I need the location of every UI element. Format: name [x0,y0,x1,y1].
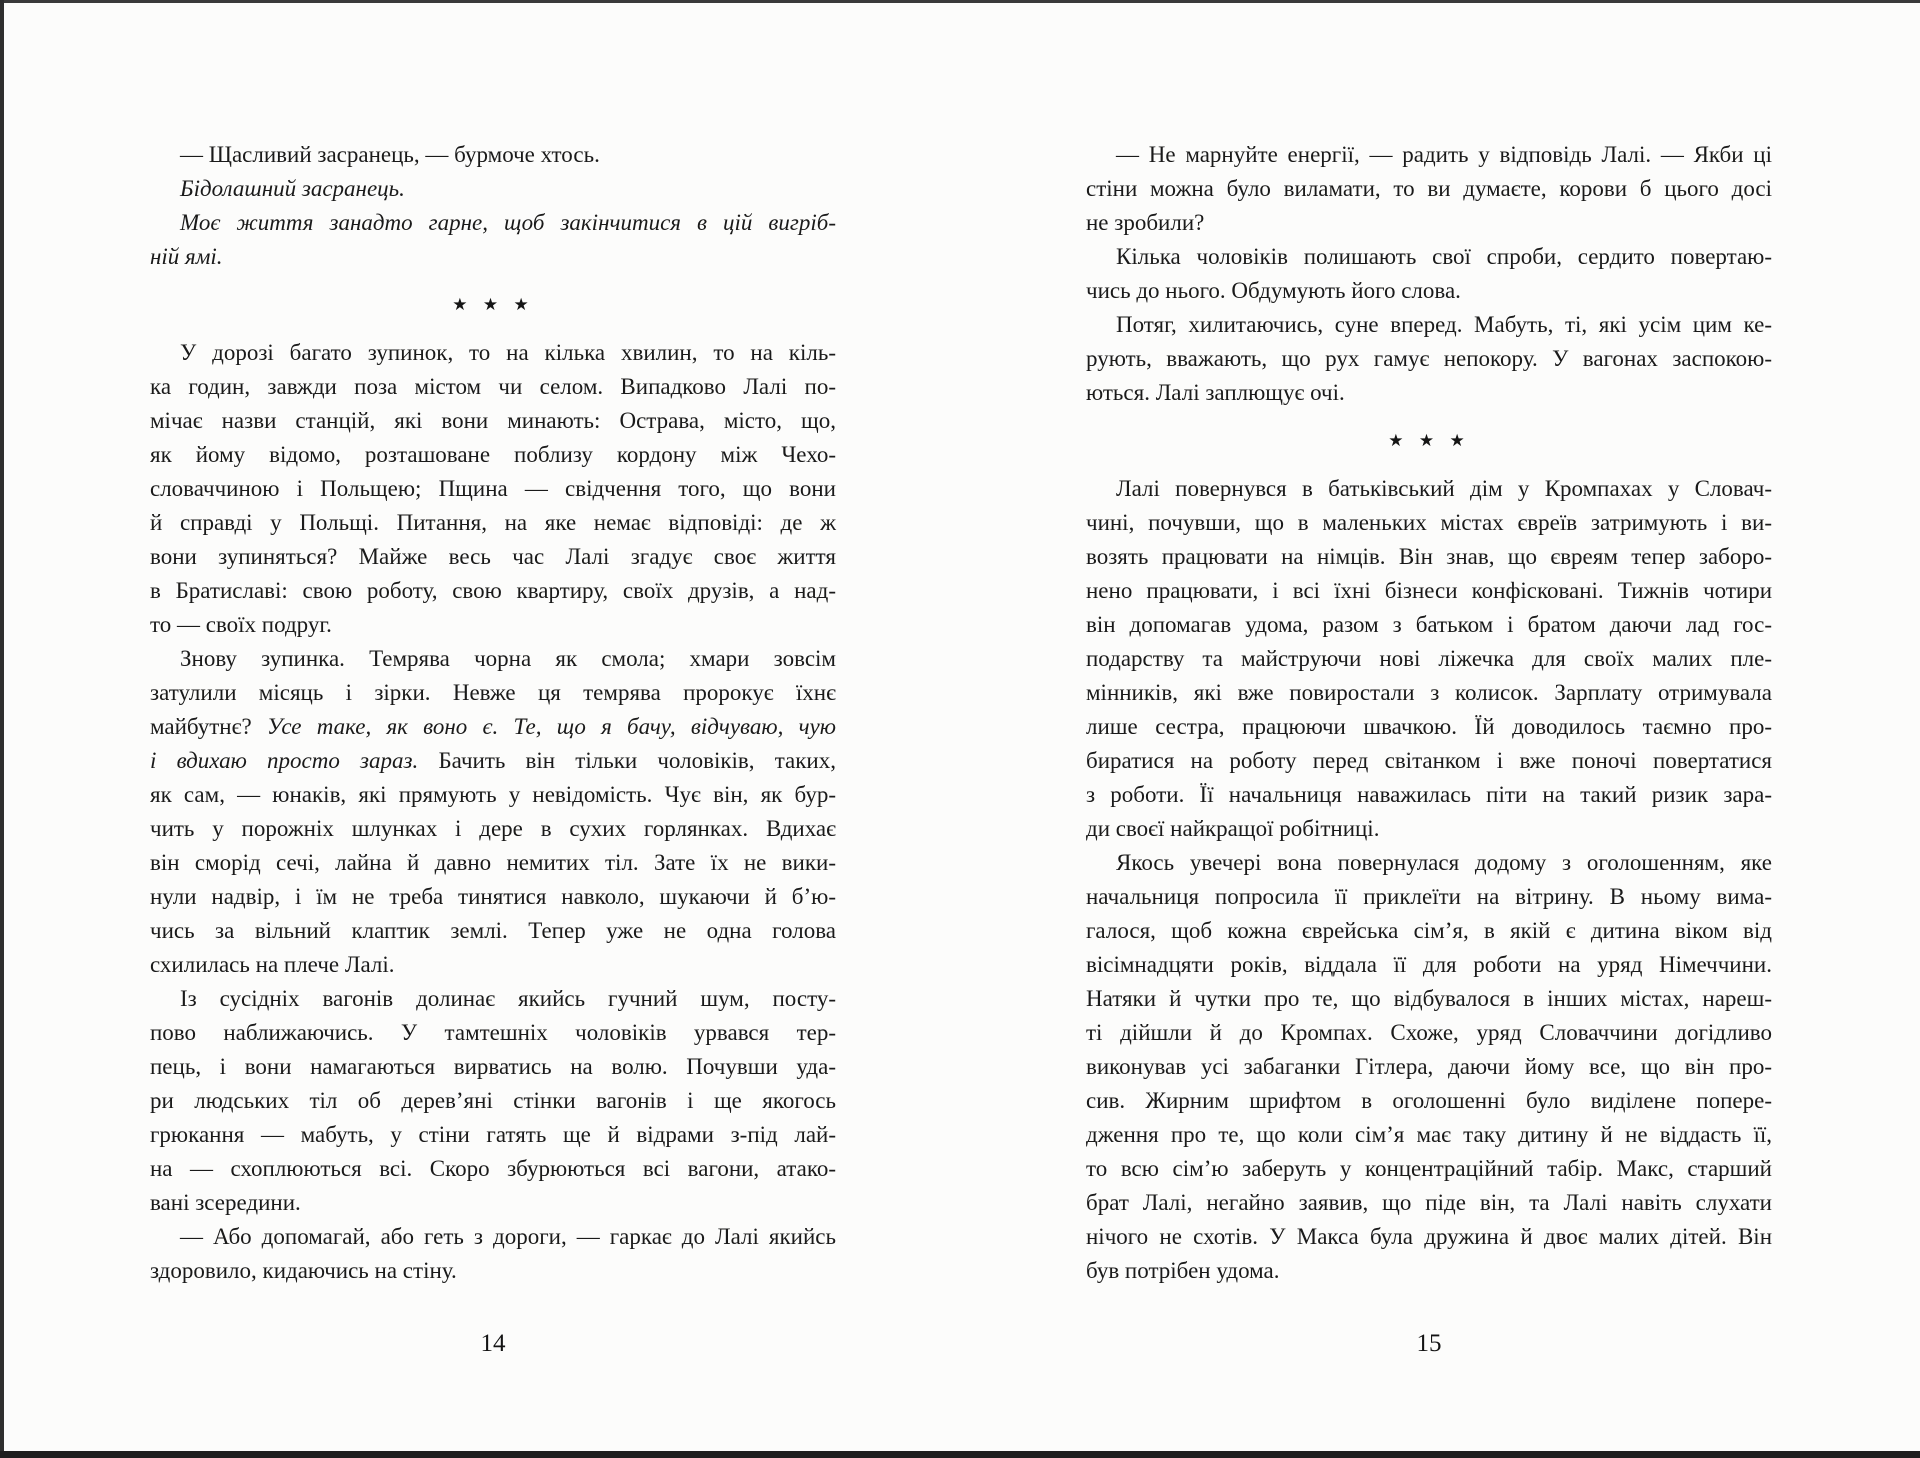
text-line [150,812,836,846]
text-segment: він сморід сечі, лайна й давно немитих тіл. Зате їх не вики- [150,850,836,875]
text-segment: Бачить він тільки чоловіків, таких, [418,748,836,773]
text-segment: чись за вільний клаптик землі. Тепер уже не одна голова [150,918,836,943]
text-line [150,240,836,274]
text-line [150,506,836,540]
text-line [1086,574,1772,608]
text-line [1086,1186,1772,1220]
text-segment: майбутнє? [150,714,267,739]
text-segment: він допомагав удома, разом з батьком і братом даючи лад гос- [1086,612,1772,637]
text-line [150,1016,836,1050]
text-line [150,1186,836,1220]
italic-text-segment: ній ямі. [150,244,223,269]
text-line [1086,240,1772,274]
page-number-left: 14 [480,1330,506,1357]
text-line [150,574,836,608]
text-segment: Потяг, хилитаючись, суне вперед. Мабуть, ті, які усім цим ке- [1116,312,1772,337]
text-segment: стіни можна було виламати, то ви думаєте, корови б цього досі [1086,176,1772,201]
text-segment: чись до нього. Обдумують його слова. [1086,278,1461,303]
text-segment: Якось увечері вона повернулася додому з оголошенням, яке [1116,850,1772,875]
text-segment: — Не марнуйте енергії, — радить у відповідь Лалі. — Якби ці [1116,142,1772,167]
italic-text-segment: Усе таке, як воно є. Те, що я бачу, відчуваю, чую [266,714,836,739]
text-segment: затулили місяць і зірки. Невже ця темрява пророкує їхнє [150,680,836,705]
text-line [150,1254,836,1288]
text-line [1086,778,1772,812]
text-segment: пово наближаючись. У тамтешніх чоловіків урвався тер- [150,1020,836,1045]
text-line [1086,1254,1772,1288]
text-line [1086,914,1772,948]
scan-border-top [0,0,1920,3]
text-segment: й справді у Польщі. Питання, на яке немає відповіді: де ж [150,510,836,535]
text-segment: ті дійшли й до Кромпах. Схоже, уряд Словаччини догідливо [1086,1020,1772,1045]
text-line [150,172,836,206]
section-separator: ★ ★ ★ [452,295,534,315]
text-segment: в Братиславі: свою роботу, свою квартиру, своїх друзів, а над- [150,578,836,603]
text-segment: на — схоплюються всі. Скоро збурюються всі вагони, атако- [150,1156,836,1181]
text-line [150,540,836,574]
text-line [150,608,836,642]
text-segment: вони зупиняться? Майже весь час Лалі згадує своє життя [150,544,836,569]
text-line [150,404,836,438]
scan-border-left [0,0,4,1458]
text-segment: мічає назви станцій, які вони минають: Острава, місто, що, [150,408,836,433]
italic-text-segment: і вдихаю просто зараз. [150,748,419,773]
paragraph [1086,846,1772,1288]
paragraph [1086,240,1772,308]
text-line [150,982,836,1016]
paragraph [150,206,836,274]
text-line [1086,342,1772,376]
text-segment: мінників, які вже повиростали з колисок. Зарплату отримувала [1086,680,1772,705]
text-line [150,1220,836,1254]
text-line [1086,472,1772,506]
text-segment: виконував усі забаганки Гітлера, даючи йому все, що він про- [1086,1054,1772,1079]
text-line [1086,376,1772,410]
text-line [150,438,836,472]
italic-text-segment: Моє життя занадто гарне, щоб закінчитися в цій вигріб- [180,210,836,235]
text-segment: то — своїх подруг. [150,612,332,637]
text-line [1086,608,1772,642]
text-segment: не зробили? [1086,210,1205,235]
text-line [1086,206,1772,240]
paragraph [1086,472,1772,846]
text-segment: возять працювати на німців. Він знав, що євреям тепер заборо- [1086,544,1772,569]
paragraph [150,336,836,642]
book-page-right [1086,138,1772,1288]
text-segment: дження про те, що коли сім’я має таку дитину й не віддасть її, [1086,1122,1772,1147]
text-segment: Лалі повернувся в батьківський дім у Кромпахах у Словач- [1116,476,1772,501]
book-page-left [150,138,836,1288]
text-segment: схилилась на плече Лалі. [150,952,395,977]
text-segment: як йому відомо, розташоване поблизу кордону між Чехо- [150,442,836,467]
page-number-right: 15 [1416,1330,1442,1357]
text-segment: нічого не схотів. У Макса була дружина й двоє малих дітей. Він [1086,1224,1772,1249]
text-line [1086,1050,1772,1084]
text-line [150,642,836,676]
text-line [1086,880,1772,914]
text-segment: був потрібен удома. [1086,1258,1280,1283]
text-line [1086,274,1772,308]
text-line [1086,710,1772,744]
text-line [150,710,836,744]
text-line [150,138,836,172]
text-line [1086,308,1772,342]
text-segment: — Або допомагай, або геть з дороги, — гаркає до Лалі якийсь [180,1224,836,1249]
text-segment: нено працювати, і всі їхні бізнеси конфісковані. Тижнів чотири [1086,578,1772,603]
paragraph [150,172,836,206]
text-segment: ка годин, завжди поза містом чи селом. Випадково Лалі по- [150,374,836,399]
text-segment: ри людських тіл об дерев’яні стінки вагонів і ще якогось [150,1088,836,1113]
text-segment: лише сестра, працюючи швачкою. Їй доводилось таємно про- [1086,714,1772,739]
text-line [150,1152,836,1186]
text-segment: як сам, — юнаків, які прямують у невідомість. Чує він, як бур- [150,782,836,807]
text-segment: вісімнадцяти років, віддала її для роботи на уряд Німеччини. [1086,952,1772,977]
text-segment: Із сусідніх вагонів долинає якийсь гучний шум, посту- [180,986,836,1011]
paragraph [150,982,836,1220]
text-segment: вані зсередини. [150,1190,301,1215]
paragraph [150,138,836,172]
text-line [1086,540,1772,574]
text-line [150,370,836,404]
text-segment: словаччиною і Польщею; Пщина — свідчення того, що вони [150,476,836,501]
text-line [1086,812,1772,846]
text-line [1086,506,1772,540]
text-line [150,676,836,710]
text-line [1086,744,1772,778]
text-segment: брат Лалі, негайно заявив, що піде він, та Лалі навіть слухати [1086,1190,1772,1215]
text-segment: У дорозі багато зупинок, то на кілька хвилин, то на кіль- [180,340,836,365]
text-line [150,778,836,812]
text-line [150,1084,836,1118]
text-line [150,1050,836,1084]
text-segment: галося, щоб кожна єврейська сім’я, в якій є дитина віком від [1086,918,1772,943]
text-segment: сив. Жирним шрифтом в оголошенні було виділене попере- [1086,1088,1772,1113]
text-line [1086,1084,1772,1118]
text-line [1086,1152,1772,1186]
paragraph [1086,308,1772,410]
text-segment: пець, і вони намагаються вирватись на волю. Почувши уда- [150,1054,836,1079]
text-segment: ди своєї найкращої робітниці. [1086,816,1380,841]
text-segment: Натяки й чутки про те, що відбувалося в інших містах, нареш- [1086,986,1772,1011]
text-segment: рують, вважають, що рух гамує непокору. У вагонах заспокою- [1086,346,1772,371]
text-segment: — Щасливий засранець, — бурмоче хтось. [180,142,600,167]
scan-border-bottom [0,1451,1920,1458]
text-segment: здоровило, кидаючись на стіну. [150,1258,457,1283]
text-segment: биратися на роботу перед світанком і вже поночі повертатися [1086,748,1772,773]
text-segment: Кілька чоловіків полишають свої спроби, сердито повертаю- [1116,244,1772,269]
text-line [1086,846,1772,880]
text-line [150,948,836,982]
text-line [150,846,836,880]
text-line [1086,172,1772,206]
text-line [1086,138,1772,172]
text-segment: то всю сім’ю заберуть у концентраційний табір. Макс, старший [1086,1156,1772,1181]
text-line [1086,676,1772,710]
paragraph [150,642,836,982]
text-line [1086,982,1772,1016]
text-line [150,744,836,778]
text-segment: з роботи. Її начальниця наважилась піти на такий ризик зара- [1086,782,1772,807]
text-line [1086,1220,1772,1254]
text-line [150,1118,836,1152]
text-line [150,914,836,948]
text-line [150,880,836,914]
text-segment: чині, почувши, що в маленьких містах євреїв затримують і ви- [1086,510,1772,535]
text-line [1086,1016,1772,1050]
paragraph [150,1220,836,1288]
section-separator: ★ ★ ★ [1388,431,1470,451]
italic-text-segment: Бідолашний засранець. [180,176,405,201]
text-segment: чить у порожніх шлунках і дере в сухих горлянках. Вдихає [150,816,836,841]
text-line [1086,1118,1772,1152]
text-line [150,472,836,506]
text-segment: подарству та майструючи нові ліжечка для своїх малих пле- [1086,646,1772,671]
text-segment: Знову зупинка. Темрява чорна як смола; хмари зовсім [180,646,836,671]
text-segment: начальниця попросила її приклеїти на вітрину. В ньому вима- [1086,884,1772,909]
text-segment: ються. Лалі заплющує очі. [1086,380,1345,405]
paragraph [1086,138,1772,240]
text-line [150,336,836,370]
text-line [1086,948,1772,982]
text-segment: нули надвір, і їм не треба тинятися навколо, шукаючи й б’ю- [150,884,836,909]
text-line [1086,642,1772,676]
text-line [150,206,836,240]
text-segment: грюкання — мабуть, у стіни гатять ще й відрами з-під лай- [150,1122,836,1147]
